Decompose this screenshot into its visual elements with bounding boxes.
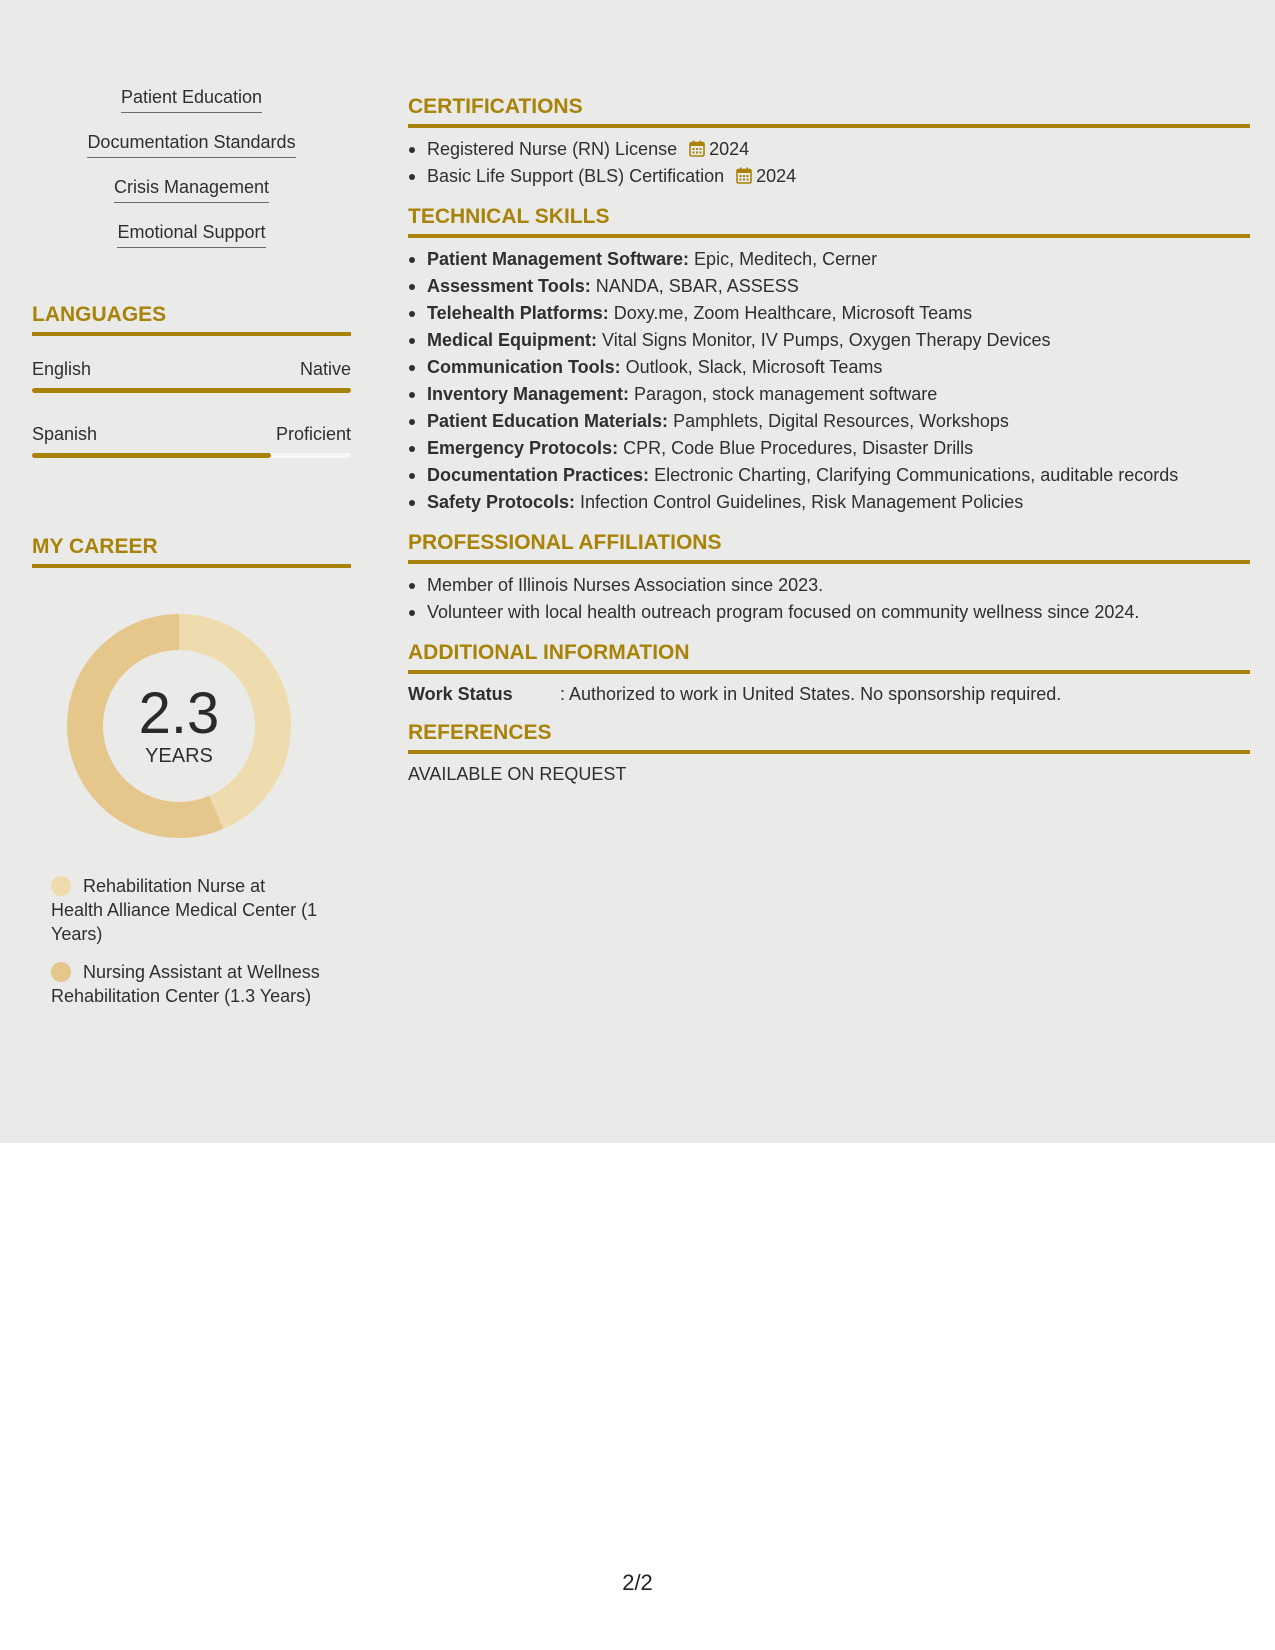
soft-skill-patient-education: Patient Education: [121, 86, 262, 113]
language-name: Spanish: [32, 424, 98, 444]
references-section: [408, 720, 1250, 786]
skill-category: Documentation Practices:: [427, 465, 650, 485]
technical-skill-item: [408, 273, 1250, 300]
language-level: Proficient: [275, 424, 351, 444]
skill-category: Communication Tools:: [427, 357, 621, 377]
language-level-fill: [32, 388, 351, 393]
affiliations-section: [408, 530, 1250, 626]
language-level-bar: [32, 388, 351, 393]
languages-section: [32, 302, 351, 458]
technical-skill-item: [408, 408, 1250, 435]
skill-category: Medical Equipment:: [427, 330, 598, 350]
career-title: MY CAREER: [32, 534, 351, 568]
language-english: [32, 358, 351, 393]
skill-values: Pamphlets, Digital Resources, Workshops: [668, 411, 1009, 431]
language-spanish: [32, 423, 351, 458]
page-number: 2/2: [622, 1570, 653, 1595]
skill-values: CPR, Code Blue Procedures, Disaster Drills: [618, 438, 974, 458]
language-level-bar: [32, 453, 351, 458]
affiliations-title: PROFESSIONAL AFFILIATIONS: [408, 530, 1250, 564]
skill-values: NANDA, SBAR, ASSESS: [590, 276, 799, 296]
skill-category: Patient Management Software:: [427, 249, 690, 269]
legend-dot-icon: [51, 876, 71, 896]
references-title: REFERENCES: [408, 720, 1250, 754]
skill-category: Telehealth Platforms:: [427, 303, 609, 323]
technical-skill-item: [408, 354, 1250, 381]
technical-skills-section: [408, 204, 1250, 516]
skill-values: Outlook, Slack, Microsoft Teams: [620, 357, 883, 377]
technical-skill-item: [408, 300, 1250, 327]
technical-skill-item: [408, 327, 1250, 354]
technical-skill-item: [408, 489, 1250, 516]
languages-title: LANGUAGES: [32, 302, 351, 336]
technical-skill-item: [408, 246, 1250, 273]
soft-skill-crisis-management: Crisis Management: [114, 176, 269, 203]
work-status-label: Work Status: [408, 684, 513, 704]
work-status-value: : Authorized to work in United States. No sponsorship required.: [560, 684, 1062, 704]
career-section: [32, 534, 351, 1008]
left-column: [32, 86, 351, 1022]
career-total-years: 2.3: [138, 681, 220, 746]
technical-skills-title: TECHNICAL SKILLS: [408, 204, 1250, 238]
certifications-title: CERTIFICATIONS: [408, 94, 1250, 128]
skill-category: Assessment Tools:: [427, 276, 591, 296]
skill-values: Electronic Charting, Clarifying Communications, auditable records: [649, 465, 1179, 485]
language-name: English: [32, 359, 92, 379]
work-status-row: [408, 682, 1250, 706]
technical-skill-item: [408, 381, 1250, 408]
skill-values: Paragon, stock management software: [629, 384, 938, 404]
affiliation-item: Volunteer with local health outreach program focused on community wellness since 2024.: [408, 599, 1250, 626]
affiliation-item: Member of Illinois Nurses Association since 2023.: [408, 572, 1250, 599]
career-legend-item: [51, 874, 321, 946]
soft-skill-emotional-support: Emotional Support: [117, 221, 265, 248]
soft-skills-list: [32, 86, 351, 266]
certification-year: 2024: [756, 166, 797, 186]
references-text: AVAILABLE ON REQUEST: [408, 764, 627, 784]
skill-category: Safety Protocols:: [427, 492, 576, 512]
skill-values: Infection Control Guidelines, Risk Management Policies: [575, 492, 1024, 512]
right-column: [408, 94, 1250, 786]
skill-category: Emergency Protocols:: [427, 438, 619, 458]
legend-dot-icon: [51, 962, 71, 982]
certification-item: [408, 136, 1250, 163]
skill-values: Doxy.me, Zoom Healthcare, Microsoft Teams: [608, 303, 973, 323]
language-level-fill: [32, 453, 271, 458]
certification-year: 2024: [709, 139, 750, 159]
language-level: Native: [299, 359, 351, 379]
career-role-label: Rehabilitation Nurse at Health Alliance Medical Center (1 Years): [51, 876, 318, 944]
calendar-icon: [689, 140, 705, 157]
career-role-label: Nursing Assistant at Wellness Rehabilitation Center (1.3 Years): [51, 962, 320, 1006]
skill-category: Inventory Management:: [427, 384, 630, 404]
skill-values: Vital Signs Monitor, IV Pumps, Oxygen Therapy Devices: [597, 330, 1051, 350]
certification-name: Basic Life Support (BLS) Certification: [427, 166, 725, 186]
skill-values: Epic, Meditech, Cerner: [689, 249, 878, 269]
soft-skill-documentation-standards: Documentation Standards: [87, 131, 295, 158]
certifications-section: [408, 94, 1250, 190]
certification-item: [408, 163, 1250, 190]
additional-info-section: [408, 640, 1250, 706]
career-legend-item: [51, 960, 321, 1008]
calendar-icon: [736, 167, 752, 184]
technical-skill-item: [408, 462, 1250, 489]
skill-category: Patient Education Materials:: [427, 411, 669, 431]
certification-name: Registered Nurse (RN) License: [427, 139, 678, 159]
additional-info-title: ADDITIONAL INFORMATION: [408, 640, 1250, 674]
technical-skill-item: [408, 435, 1250, 462]
career-legend: [51, 874, 321, 1008]
career-donut-chart: [67, 614, 291, 838]
career-total-unit: YEARS: [145, 745, 213, 767]
